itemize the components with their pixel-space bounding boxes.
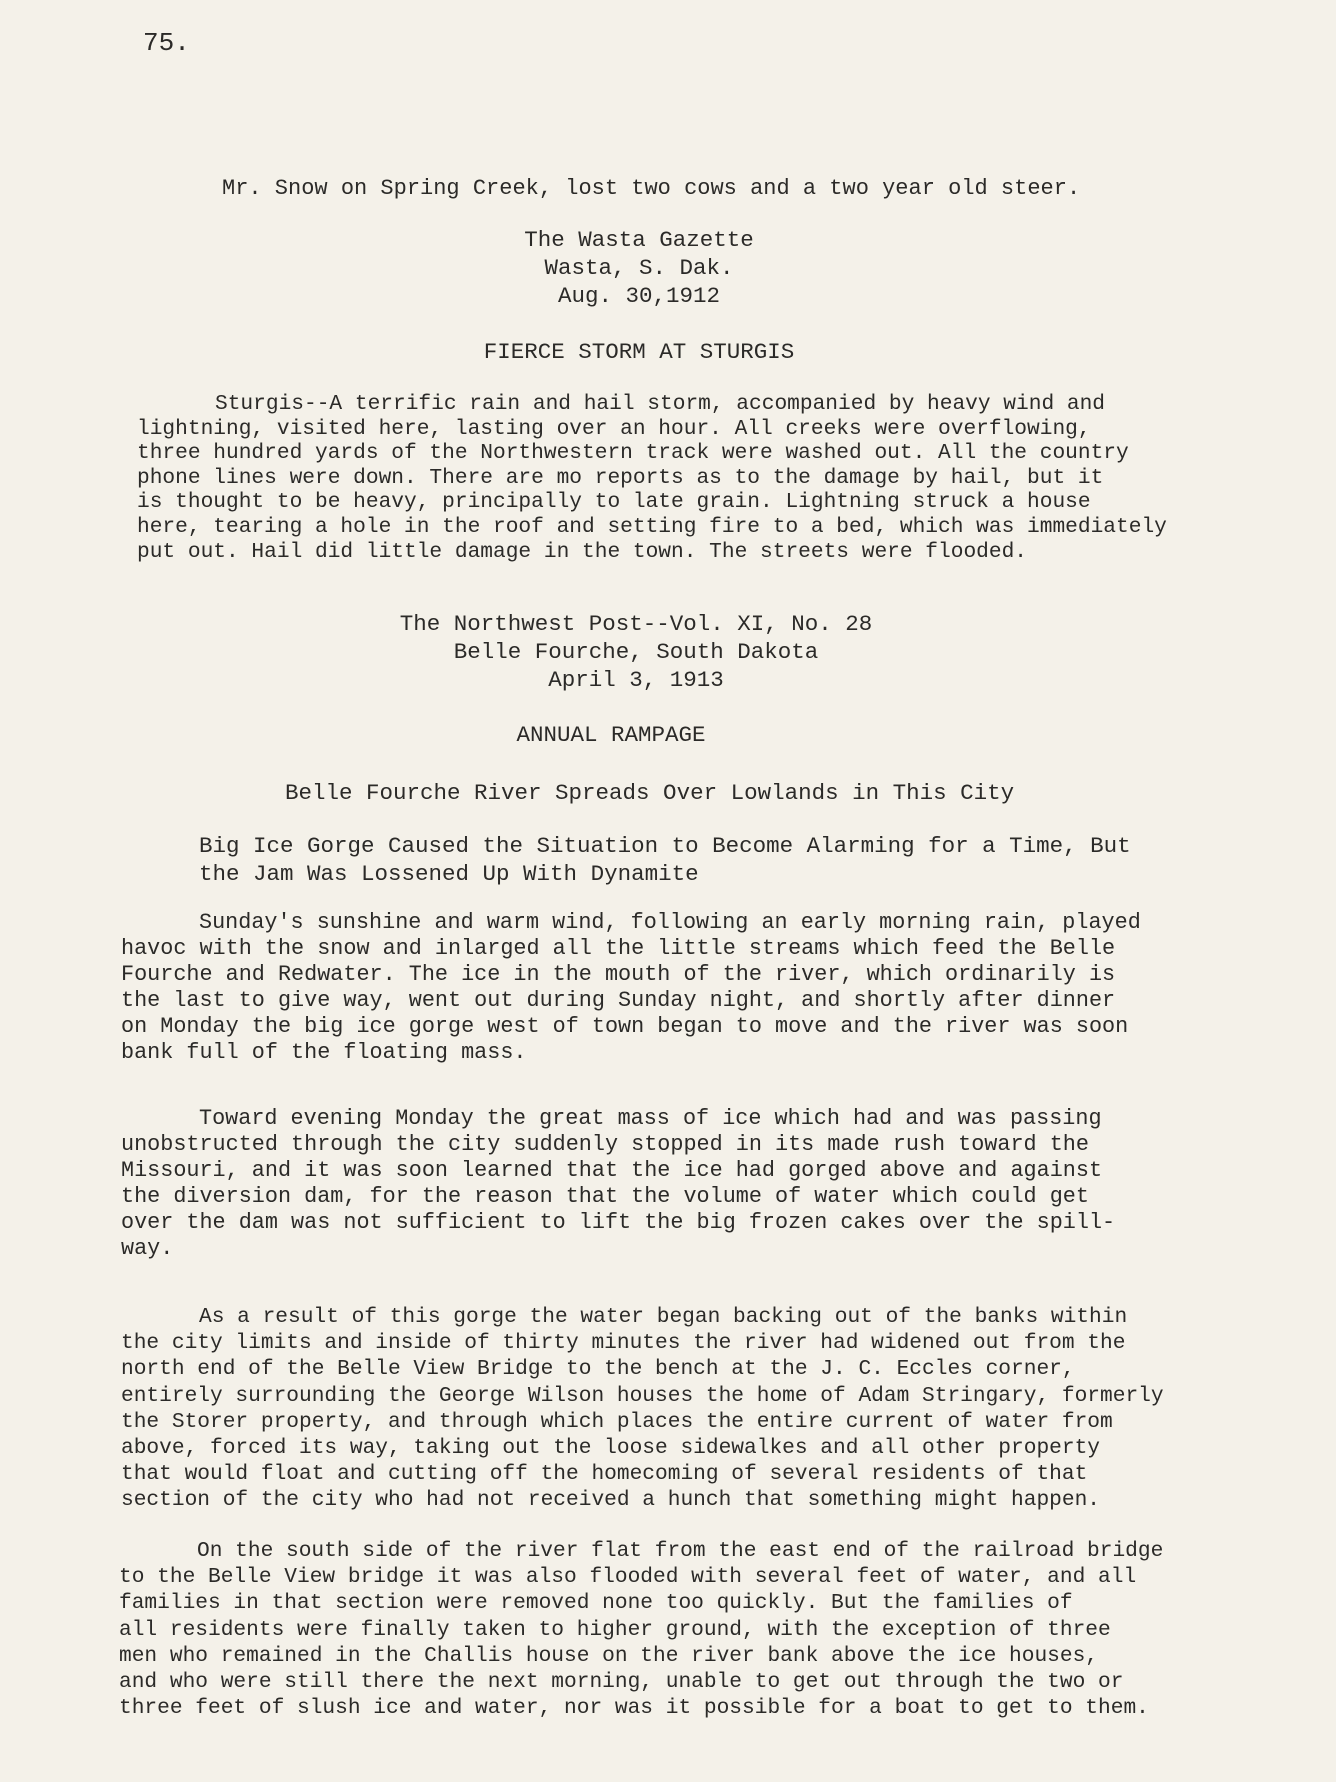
paragraph-line: As a result of this gorge the water began backing out of the banks within (199, 1305, 1128, 1329)
paragraph-line: Toward evening Monday the great mass of ice which had and was passing (199, 1106, 1102, 1131)
paragraph-line: north end of the Belle View Bridge to the bench at the J. C. Eccles corner, (121, 1357, 1075, 1382)
paragraph-line: on Monday the big ice gorge west of town began to move and the river was soon (121, 1014, 1129, 1039)
subheadline-line: Big Ice Gorge Caused the Situation to Become Alarming for a Time, But (199, 833, 1131, 859)
subheadline-belle-fourche: Belle Fourche River Spreads Over Lowlands in This City (285, 780, 1015, 806)
paragraph-line: phone lines were down. There are mo reports as to the damage by hail, but it (137, 465, 1104, 490)
paragraph-line: the diversion dam, for the reason that the volume of water which could get (121, 1184, 1089, 1209)
paragraph-line: over the dam was not sufficient to lift the big frozen cakes over the spill- (121, 1210, 1116, 1235)
paragraph-line: havoc with the snow and inlarged all the little streams which feed the Belle (121, 936, 1116, 961)
paragraph-line: put out. Hail did little damage in the town. The streets were flooded. (137, 539, 1028, 564)
paragraph-line: that would float and cutting off the homecoming of several residents of that (121, 1462, 1088, 1487)
paragraph-south-side (119, 1538, 1163, 1721)
page-number: 75. (143, 28, 190, 58)
paragraph-line: to the Belle View bridge it was also flooded with several feet of water, and all (119, 1565, 1137, 1590)
paragraph-line: unobstructed through the city suddenly stopped in its made rush toward the (121, 1132, 1089, 1157)
paragraph-line: section of the city who had not received a hunch that something might happen. (121, 1488, 1101, 1513)
headline-annual-rampage: ANNUAL RAMPAGE (516, 722, 706, 748)
subheadline-ice-gorge (199, 832, 1131, 888)
paragraph-line: the last to give way, went out during Sunday night, and shortly after dinner (121, 988, 1116, 1013)
paragraph-toward-evening (121, 1106, 1115, 1262)
paragraph-line: Fourche and Redwater. The ice in the mouth of the river, which ordinarily is (121, 962, 1116, 987)
paragraph-line: way. (121, 1236, 174, 1261)
paragraph-line: Sunday's sunshine and warm wind, following an early morning rain, played (199, 910, 1141, 935)
subheadline-line: the Jam Was Lossened Up With Dynamite (199, 861, 699, 887)
paragraph-gorge-result (121, 1304, 1164, 1514)
paragraph-sunday (121, 910, 1141, 1066)
paragraph-line: families in that section were removed none too quickly. But the families of (119, 1591, 1073, 1616)
paragraph-line: three hundred yards of the Northwestern track were washed out. All the country (137, 441, 1129, 466)
paragraph-line: men who remained in the Challis house on the river bank above the ice houses, (119, 1643, 1099, 1668)
lead-line: Mr. Snow on Spring Creek, lost two cows and a two year old steer. (222, 176, 1081, 201)
source-line: The Wasta Gazette (524, 227, 754, 253)
paragraph-sturgis (137, 392, 1167, 564)
paragraph-line: bank full of the floating mass. (121, 1040, 527, 1065)
source-line: Aug. 30,1912 (557, 283, 721, 309)
source-line: April 3, 1913 (548, 667, 724, 693)
paragraph-line: Missouri, and it was soon learned that the ice had gorged above and against (121, 1158, 1103, 1183)
paragraph-line: the Storer property, and through which places the entire current of water from (121, 1409, 1113, 1434)
paragraph-line: Sturgis--A terrific rain and hail storm, accompanied by heavy wind and (215, 392, 1106, 416)
paragraph-line: entirely surrounding the George Wilson houses the home of Adam Stringary, formerly (121, 1383, 1164, 1408)
paragraph-line: lightning, visited here, lasting over an hour. All creeks were overflowing, (137, 416, 1091, 441)
paragraph-line: here, tearing a hole in the roof and setting fire to a bed, which was immediately (137, 514, 1167, 539)
paragraph-line: three feet of slush ice and water, nor was it possible for a boat to get to them. (119, 1696, 1149, 1721)
paragraph-line: On the south side of the river flat from the east end of the railroad bridge (197, 1539, 1164, 1563)
paragraph-line: the city limits and inside of thirty minutes the river had widened out from the (121, 1331, 1126, 1356)
headline-fierce-storm: FIERCE STORM AT STURGIS (483, 339, 795, 365)
paragraph-line: and who were still there the next morning, unable to get out through the two or (119, 1670, 1124, 1695)
source-gazette (383, 226, 895, 310)
source-line: Wasta, S. Dak. (544, 255, 734, 281)
paragraph-line: all residents were finally taken to higher ground, with the exception of three (119, 1617, 1111, 1642)
paragraph-line: is thought to be heavy, principally to late grain. Lightning struck a house (137, 490, 1091, 515)
source-line: Belle Fourche, South Dakota (453, 639, 819, 665)
paragraph-line: above, forced its way, taking out the loose sidewalkes and all other property (121, 1436, 1101, 1461)
source-northwest-post (336, 610, 936, 694)
source-line: The Northwest Post--Vol. XI, No. 28 (399, 611, 873, 637)
